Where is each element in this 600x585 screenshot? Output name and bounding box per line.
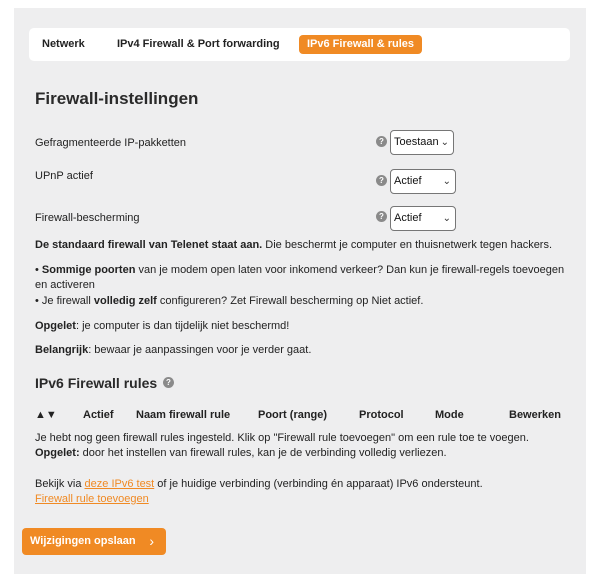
info-text: of je huidige verbinding (verbinding én apparaat) IPv6 ondersteunt.	[154, 478, 483, 490]
chevron-down-icon: ⌄	[440, 137, 449, 148]
column-protocol: Protocol	[359, 409, 404, 421]
column-naam: Naam firewall rule	[136, 409, 231, 421]
info-important	[35, 343, 565, 358]
tab-ipv4-firewall[interactable]: IPv4 Firewall & Port forwarding	[117, 38, 280, 50]
fragmented-packets-select[interactable]	[390, 130, 454, 155]
info-text: : je computer is dan tijdelijk niet beschermd!	[75, 320, 290, 332]
select-value: Actief	[394, 212, 422, 224]
info-open-ports	[35, 263, 565, 293]
info-warning	[35, 319, 565, 334]
info-bold: volledig zelf	[93, 295, 157, 307]
help-icon[interactable]	[376, 211, 387, 222]
info-configure-self	[35, 294, 565, 309]
info-default-firewall	[35, 238, 565, 253]
chevron-down-icon: ⌄	[442, 213, 451, 224]
info-bold: Opgelet:	[35, 447, 80, 459]
column-actief: Actief	[83, 409, 114, 421]
info-text: Je hebt nog geen firewall rules ingesteld. Klik op "Firewall rule toevoegen" om een rule toe te voegen.	[35, 432, 529, 444]
select-value: Toestaan	[394, 136, 439, 148]
upnp-label: UPnP actief	[35, 170, 93, 182]
column-bewerken: Bewerken	[509, 409, 561, 421]
ipv6-test-link[interactable]: deze IPv6 test	[84, 478, 155, 490]
chevron-down-icon: ⌄	[442, 176, 451, 187]
help-glyph: ?	[379, 137, 384, 146]
select-value: Actief	[394, 175, 422, 187]
chevron-right-icon: ›	[149, 533, 154, 549]
help-icon[interactable]	[376, 136, 387, 147]
add-rule-row	[35, 492, 565, 507]
rules-empty-message	[35, 431, 565, 461]
tab-netwerk[interactable]: Netwerk	[42, 38, 85, 50]
firewall-protection-label: Firewall-bescherming	[35, 212, 140, 224]
firewall-protection-select[interactable]	[390, 206, 456, 231]
info-text: Bekijk via	[35, 478, 85, 490]
tab-bar	[29, 28, 570, 61]
info-bold: Belangrijk	[35, 344, 89, 356]
info-text: configureren? Zet Firewall bescherming op Niet actief.	[156, 295, 424, 307]
info-bold: De standaard firewall van Telenet staat aan.	[35, 239, 263, 251]
save-button-label: Wijzigingen opslaan	[30, 535, 136, 547]
save-button[interactable]	[22, 528, 166, 555]
sort-icon[interactable]: ▲▼	[35, 409, 57, 421]
upnp-select[interactable]	[390, 169, 456, 194]
info-text: van je modem open laten voor inkomend verkeer? Dan kun je firewall-regels toevoegen en activeren	[35, 264, 565, 291]
add-rule-link[interactable]: Firewall rule toevoegen	[35, 493, 149, 505]
info-text: : bewaar je aanpassingen voor je verder gaat.	[88, 344, 312, 356]
column-poort: Poort (range)	[258, 409, 328, 421]
help-glyph: ?	[379, 212, 384, 221]
help-icon[interactable]	[163, 377, 174, 388]
tab-ipv6-firewall[interactable]: IPv6 Firewall & rules	[299, 35, 422, 54]
help-glyph: ?	[379, 176, 384, 185]
info-bold: Opgelet	[35, 320, 76, 332]
info-text: door het instellen van firewall rules, kan je de verbinding volledig verliezen.	[79, 447, 447, 459]
help-icon[interactable]	[376, 175, 387, 186]
info-bold: Sommige poorten	[41, 264, 136, 276]
help-glyph: ?	[166, 378, 171, 387]
column-mode: Mode	[435, 409, 464, 421]
info-text: Die beschermt je computer en thuisnetwerk tegen hackers.	[262, 239, 553, 251]
fragmented-packets-label: Gefragmenteerde IP-pakketten	[35, 137, 187, 149]
page-title: Firewall-instellingen	[35, 89, 199, 108]
bullet: •	[35, 264, 42, 276]
info-text: • Je firewall	[35, 295, 94, 307]
ipv6-test-text	[35, 477, 565, 492]
rules-title: IPv6 Firewall rules	[35, 375, 158, 391]
